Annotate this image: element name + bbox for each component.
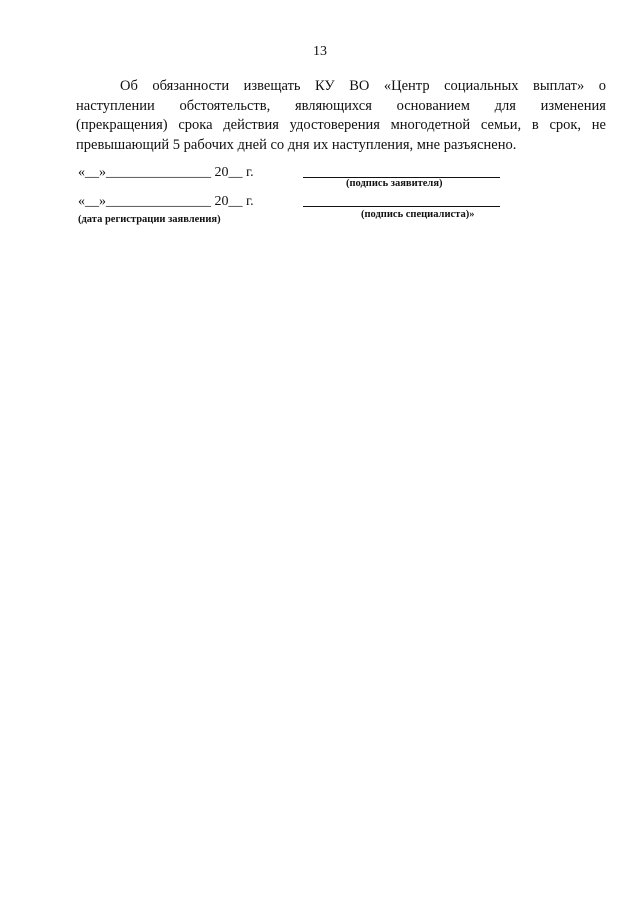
specialist-signature-caption: (подпись специалиста)»	[361, 209, 475, 220]
specialist-signature-line	[303, 206, 500, 207]
notice-paragraph	[76, 77, 606, 155]
page-number: 13	[313, 44, 327, 59]
paragraph-line-1: Об обязанности извещать КУ ВО «Центр социальных выплат» о	[120, 78, 606, 94]
registration-date-field: «__»_______________ 20__ г.	[78, 194, 254, 209]
paragraph-line-4: превышающий 5 рабочих дней со дня их наступления, мне разъяснено.	[76, 136, 517, 153]
applicant-date-field: «__»_______________ 20__ г.	[78, 165, 254, 180]
registration-date-caption: (дата регистрации заявления)	[78, 214, 221, 225]
paragraph-line-2: наступлении обстоятельств, являющихся основанием для изменения	[76, 97, 606, 114]
applicant-signature-caption: (подпись заявителя)	[346, 178, 443, 189]
paragraph-line-3: (прекращения) срока действия удостоверения многодетной семьи, в срок, не	[76, 117, 606, 133]
